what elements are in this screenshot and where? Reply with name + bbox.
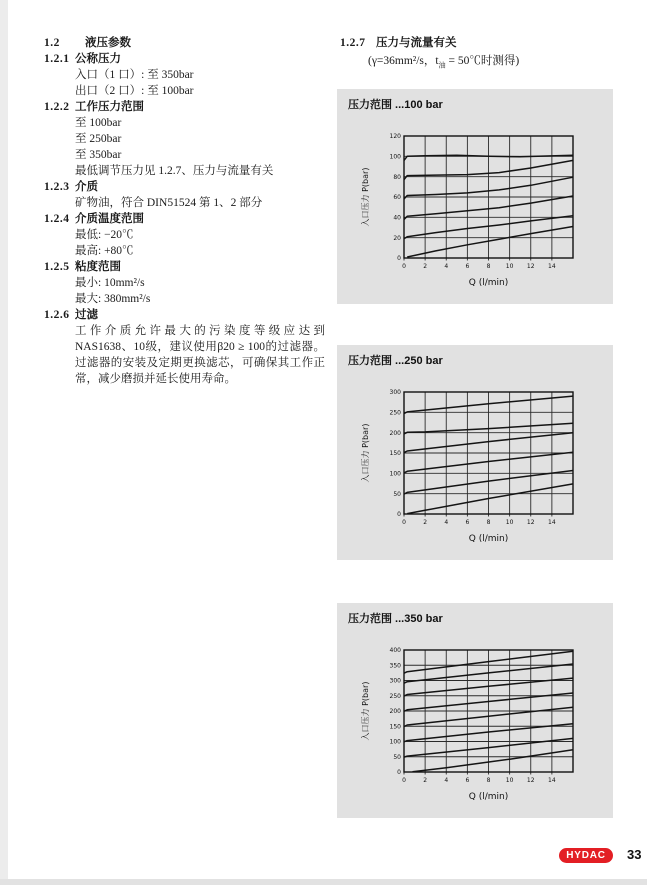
svg-text:120: 120 xyxy=(389,133,401,141)
section-1-2-3-body xyxy=(75,195,325,211)
section-1-2-5 xyxy=(44,259,325,275)
svg-text:40: 40 xyxy=(393,214,401,222)
svg-text:300: 300 xyxy=(389,389,401,397)
section-1-2-6 xyxy=(44,307,325,323)
section-1-2-4-body xyxy=(75,227,325,259)
spec-line: 最低调节压力见 1.2.7、压力与流量有关 xyxy=(75,165,274,177)
svg-text:4: 4 xyxy=(444,263,449,270)
svg-text:10: 10 xyxy=(505,263,514,270)
svg-text:400: 400 xyxy=(389,647,401,655)
svg-text:0: 0 xyxy=(402,777,406,784)
svg-text:200: 200 xyxy=(389,708,401,716)
svg-text:10: 10 xyxy=(505,777,514,784)
svg-text:0: 0 xyxy=(397,769,401,777)
chart-panel-100bar xyxy=(337,89,613,304)
spec-line: 最小: 10mm²/s xyxy=(75,277,145,289)
spec-line: 至 350bar xyxy=(75,149,122,161)
scan-edge-bottom xyxy=(0,879,647,885)
section-title: 工作压力范围 xyxy=(75,101,144,113)
svg-text:250: 250 xyxy=(389,692,401,700)
svg-text:8: 8 xyxy=(486,777,491,784)
spec-line: 矿物油，符合 DIN51524 第 1、2 部分 xyxy=(75,197,263,209)
spec-line: 出口（2 口）: 至 100bar xyxy=(75,85,194,97)
note-subscript: 油 xyxy=(438,61,446,70)
svg-text:250: 250 xyxy=(389,409,401,417)
svg-text:150: 150 xyxy=(389,450,401,458)
pressure-flow-chart-250bar xyxy=(337,345,613,560)
svg-text:2: 2 xyxy=(423,777,428,784)
section-title: 液压参数 xyxy=(85,37,131,49)
svg-text:50: 50 xyxy=(393,753,401,761)
svg-text:8: 8 xyxy=(486,263,491,270)
section-1-2-3 xyxy=(44,179,325,195)
section-title: 介质 xyxy=(75,181,98,193)
chart-panel-title: 压力范围 ...250 bar xyxy=(348,355,443,367)
svg-text:2: 2 xyxy=(423,263,428,270)
spec-line: 最大: 380mm²/s xyxy=(75,293,151,305)
section-number: 1.2.6 xyxy=(44,309,70,321)
section-1-2-2-body xyxy=(75,115,325,179)
section-number: 1.2.7 xyxy=(340,37,366,49)
page-right-rule xyxy=(620,4,622,878)
chart-panel-350bar xyxy=(337,603,613,818)
section-1-2-1-body xyxy=(75,67,325,99)
svg-text:Q (l/min): Q (l/min) xyxy=(468,278,509,288)
spec-line: 最高: +80℃ xyxy=(75,245,134,257)
section-1-2-6-body xyxy=(75,323,325,387)
section-number: 1.2.1 xyxy=(44,53,70,65)
svg-text:12: 12 xyxy=(526,263,535,270)
chart-panel-title: 压力范围 ...350 bar xyxy=(348,613,443,625)
svg-text:300: 300 xyxy=(389,677,401,685)
svg-text:12: 12 xyxy=(526,519,535,526)
svg-text:350: 350 xyxy=(389,662,401,670)
svg-text:12: 12 xyxy=(526,777,535,784)
svg-text:14: 14 xyxy=(548,777,556,784)
spec-line: 至 250bar xyxy=(75,133,122,145)
section-1-2-5-body xyxy=(75,275,325,307)
svg-text:2: 2 xyxy=(423,519,428,526)
svg-text:100: 100 xyxy=(389,738,401,746)
section-1-2-2 xyxy=(44,99,325,115)
spec-line: 至 100bar xyxy=(75,117,122,129)
left-column xyxy=(44,35,325,387)
section-number: 1.2.2 xyxy=(44,101,70,113)
hydac-logo: HYDAC xyxy=(559,848,613,863)
section-number: 1.2.4 xyxy=(44,213,70,225)
section-title: 公称压力 xyxy=(75,53,121,65)
svg-text:50: 50 xyxy=(393,490,401,498)
page-number: 33 xyxy=(627,847,642,862)
svg-text:80: 80 xyxy=(393,173,401,181)
pressure-flow-chart-100bar xyxy=(337,89,613,304)
section-number: 1.2.3 xyxy=(44,181,70,193)
measurement-condition-note xyxy=(368,53,625,73)
spec-line: 最低: −20℃ xyxy=(75,229,134,241)
note-text: = 50℃时测得) xyxy=(445,55,520,67)
section-number: 1.2 xyxy=(44,37,60,49)
chart-panel-title: 压力范围 ...100 bar xyxy=(348,99,443,111)
svg-text:60: 60 xyxy=(393,194,401,202)
right-column xyxy=(340,35,625,73)
svg-text:200: 200 xyxy=(389,429,401,437)
section-title: 过滤 xyxy=(75,309,98,321)
svg-text:6: 6 xyxy=(465,777,470,784)
section-title: 粘度范围 xyxy=(75,261,121,273)
svg-text:0: 0 xyxy=(402,263,406,270)
svg-text:入口压力 P(bar): 入口压力 P(bar) xyxy=(361,167,370,227)
svg-text:100: 100 xyxy=(389,153,401,161)
chart-panel-250bar xyxy=(337,345,613,560)
svg-text:入口压力 P(bar): 入口压力 P(bar) xyxy=(361,681,370,741)
svg-text:8: 8 xyxy=(486,519,491,526)
svg-text:10: 10 xyxy=(505,519,514,526)
section-title: 压力与流量有关 xyxy=(376,37,457,49)
svg-text:150: 150 xyxy=(389,723,401,731)
note-text: (γ=36mm²/s，t xyxy=(368,55,439,67)
svg-text:14: 14 xyxy=(548,263,556,270)
section-number: 1.2.5 xyxy=(44,261,70,273)
svg-text:6: 6 xyxy=(465,263,470,270)
column-divider-rule xyxy=(327,4,329,878)
section-1-2-7 xyxy=(340,35,625,51)
svg-text:100: 100 xyxy=(389,470,401,478)
pressure-flow-chart-350bar xyxy=(337,603,613,818)
page-left-rule xyxy=(33,4,35,878)
svg-text:20: 20 xyxy=(393,234,401,242)
svg-text:0: 0 xyxy=(402,519,406,526)
scan-edge-left xyxy=(0,0,8,885)
spec-line: 入口（1 口）: 至 350bar xyxy=(75,69,194,81)
filtration-paragraph: 工作介质允许最大的污染度等级应达到NAS1638、10级，建议使用β20 ≥ 100的过滤器。过滤器的安装及定期更换滤芯，可确保其工作正常，减少磨损并延长使用寿命。 xyxy=(75,325,325,385)
svg-text:0: 0 xyxy=(397,255,401,263)
svg-text:0: 0 xyxy=(397,511,401,519)
section-1-2-1 xyxy=(44,51,325,67)
section-1-2-4 xyxy=(44,211,325,227)
svg-text:6: 6 xyxy=(465,519,470,526)
section-1-2 xyxy=(44,35,325,51)
svg-text:4: 4 xyxy=(444,519,449,526)
section-title: 介质温度范围 xyxy=(75,213,144,225)
svg-text:14: 14 xyxy=(548,519,556,526)
svg-text:Q (l/min): Q (l/min) xyxy=(468,534,509,544)
svg-text:入口压力 P(bar): 入口压力 P(bar) xyxy=(361,423,370,483)
svg-text:4: 4 xyxy=(444,777,449,784)
svg-text:Q (l/min): Q (l/min) xyxy=(468,792,509,802)
